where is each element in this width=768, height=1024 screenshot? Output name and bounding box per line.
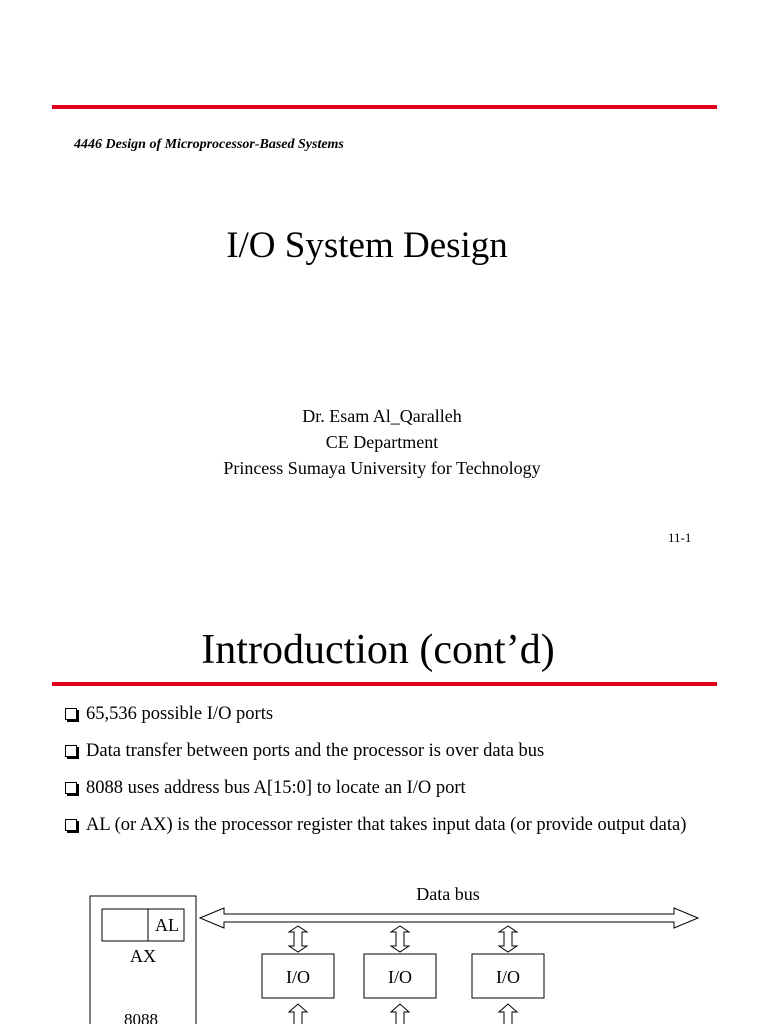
bullet-item: Data transfer between ports and the processor is over data bus [64, 740, 714, 763]
data-bus-label: Data bus [416, 884, 480, 904]
io-port-label: I/O [496, 967, 520, 987]
io-bus-diagram [0, 870, 768, 1024]
address-arrow [499, 1004, 517, 1024]
bullet-list [64, 703, 714, 851]
top-red-rule [52, 105, 717, 109]
slide2-title: Introduction (cont’d) [201, 627, 555, 673]
page-number: 11-1 [668, 530, 692, 545]
author-name: Dr. Esam Al_Qaralleh [302, 406, 462, 426]
address-arrow [391, 1004, 409, 1024]
bus-to-io-arrow [289, 926, 307, 952]
io-port-label: I/O [388, 967, 412, 987]
hollow-square-bullet-icon [65, 782, 77, 794]
course-title: 4446 Design of Microprocessor-Based Systems [74, 137, 344, 152]
hollow-square-bullet-icon [65, 745, 77, 757]
university: Princess Sumaya University for Technology [223, 458, 541, 478]
bus-to-io-arrow [391, 926, 409, 952]
slide-title: I/O System Design [226, 225, 508, 266]
slide2-red-rule [52, 682, 717, 686]
bullet-item: AL (or AX) is the processor register that takes input data (or provide output data) [64, 814, 714, 837]
author-block [0, 403, 764, 481]
hollow-square-bullet-icon [65, 708, 77, 720]
bus-to-io-arrow [499, 926, 517, 952]
cpu-label: 8088 [124, 1010, 158, 1024]
data-bus-arrow [200, 908, 698, 928]
department: CE Department [325, 432, 439, 452]
address-arrow [289, 1004, 307, 1024]
register-ax-label: AX [130, 946, 156, 966]
bullet-item: 8088 uses address bus A[15:0] to locate an I/O port [64, 777, 714, 800]
io-port-label: I/O [286, 967, 310, 987]
bullet-item: 65,536 possible I/O ports [64, 703, 714, 726]
hollow-square-bullet-icon [65, 819, 77, 831]
register-al-label: AL [155, 915, 179, 935]
